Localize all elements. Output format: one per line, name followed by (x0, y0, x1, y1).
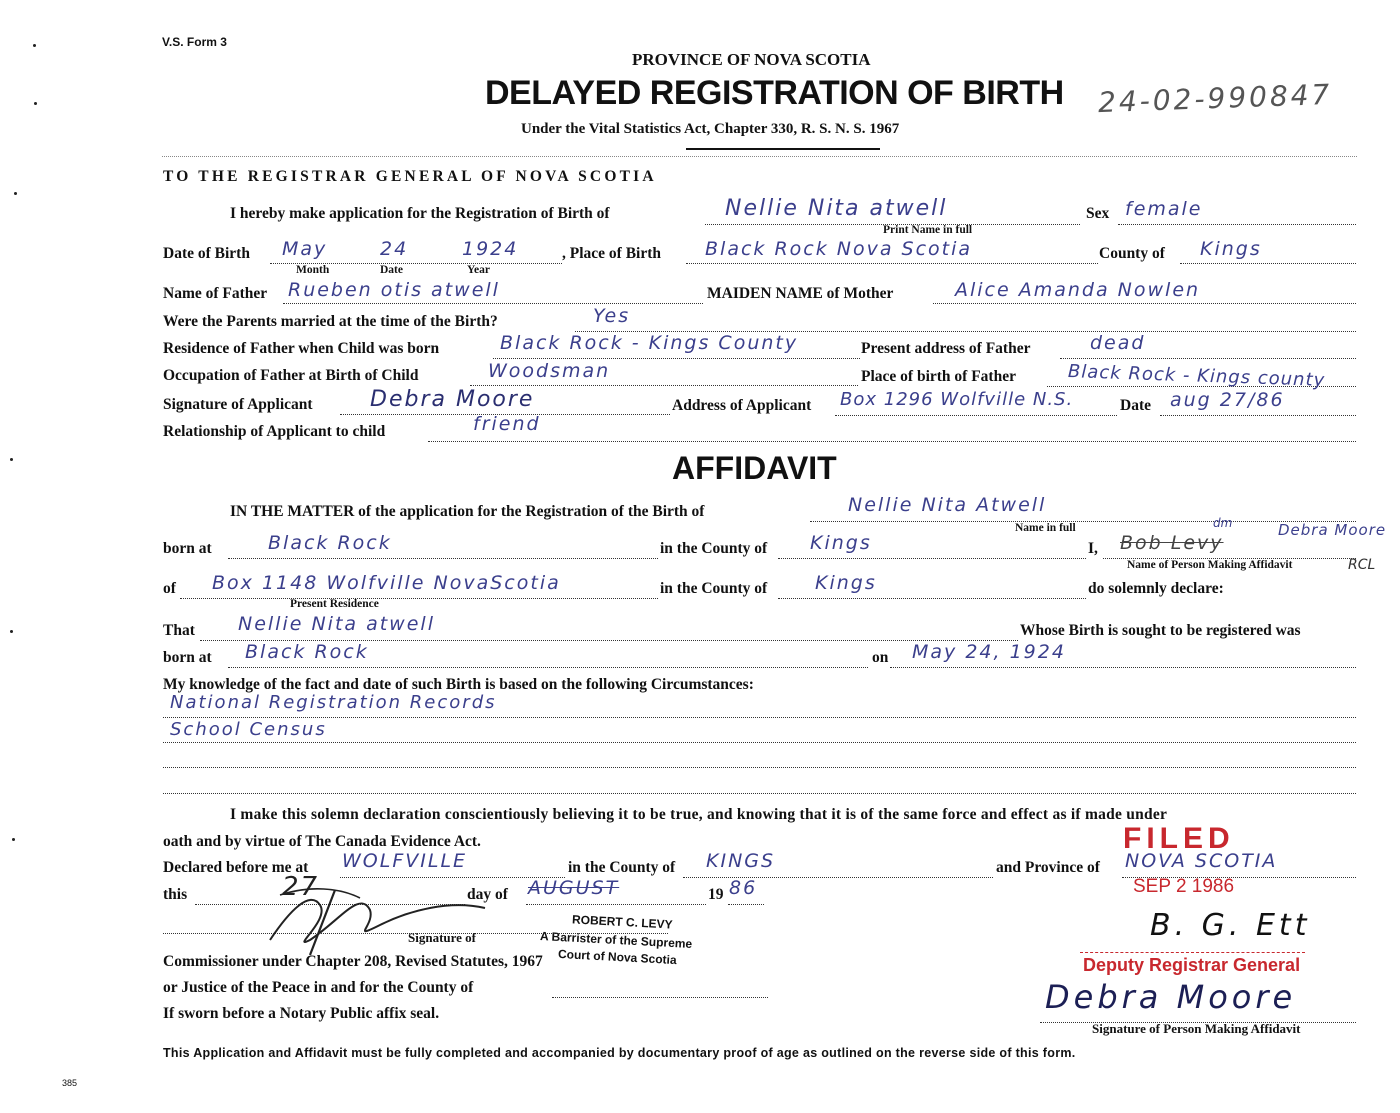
present-address-line (1060, 358, 1356, 359)
scan-mark (33, 44, 36, 47)
initials-top: dm (1213, 516, 1233, 530)
lawyer-title-stamp-1: A Barrister of the Supreme (539, 929, 693, 951)
affidavit-heading: AFFIDAVIT (672, 450, 837, 486)
residence-line-2 (180, 598, 658, 599)
sex-line (1118, 224, 1356, 225)
occupation-line (470, 385, 858, 386)
commissioner-signature (250, 870, 500, 960)
lawyer-title-stamp-2: Court of Nova Scotia (557, 946, 677, 968)
address-label: Address of Applicant (672, 397, 812, 414)
whose-birth-label: Whose Birth is sought to be registered was (1020, 622, 1301, 639)
born-at-line (228, 558, 658, 559)
father-line (283, 303, 703, 304)
justice-line (552, 997, 768, 998)
date-label: Date (1120, 397, 1151, 414)
this-label: this (163, 886, 188, 903)
application-date: aug 27/86 (1170, 389, 1285, 411)
affidavit-county: Kings (810, 532, 872, 554)
addressee: TO THE REGISTRAR GENERAL OF NOVA SCOTIA (163, 168, 657, 185)
signature-label: Signature of Applicant (163, 396, 313, 413)
of-label: of (163, 580, 176, 597)
circumstance-line-1 (163, 717, 1356, 718)
on-date: May 24, 1924 (912, 641, 1066, 663)
applicant-signature: Debra Moore (370, 387, 535, 412)
year-caption: Year (467, 264, 490, 276)
applicant-address: Box 1296 Wolfville N.S. (840, 389, 1074, 410)
declared-label: Declared before me at (163, 859, 309, 876)
month-line (526, 904, 706, 905)
page-code: 385 (62, 1078, 78, 1088)
county-line (1180, 263, 1356, 264)
scan-mark (10, 630, 13, 633)
in-county-line (778, 558, 1086, 559)
scan-mark (10, 458, 13, 461)
present-address-value: dead (1090, 332, 1146, 354)
struck-name: Bob Levy (1120, 532, 1224, 554)
month-caption: Month (296, 264, 330, 276)
year-line (728, 904, 764, 905)
day-number: 27 (282, 872, 320, 902)
dob-label: Date of Birth (163, 245, 250, 262)
residence-label: Residence of Father when Child was born (163, 340, 440, 357)
justice-label: or Justice of the Peace in and for the County of (163, 979, 474, 996)
father-pob-label: Place of birth of Father (861, 368, 1016, 385)
circumstance-line-2 (163, 742, 1356, 743)
married-label: Were the Parents married at the time of the Birth? (163, 313, 498, 330)
subject-name: Nellie Nita atwell (238, 613, 435, 635)
dob-year: 1924 (462, 238, 519, 260)
name-in-full-caption: Name in full (1015, 522, 1076, 534)
child-name: Nellie Nita atwell (725, 196, 948, 221)
circumstance-1: National Registration Records (170, 692, 497, 713)
filed-stamp: FILED (1123, 822, 1235, 855)
circumstance-line-4 (163, 793, 1356, 794)
day-label: day of (467, 886, 508, 903)
county-label-3: in the County of (568, 859, 676, 876)
occupation-value: Woodsman (488, 360, 611, 382)
declared-province: NOVA SCOTIA (1125, 850, 1278, 872)
born-at-label: born at (163, 540, 212, 557)
dob-day: 24 (380, 238, 409, 260)
circumstance-line-3 (163, 767, 1356, 768)
declared-county: KINGS (706, 850, 776, 872)
deponent-caption: Name of Person Making Affidavit (1127, 559, 1293, 571)
footer-note: This Application and Affidavit must be fully completed and accompanied by documentary proof of age as outlined on the reverse side of this form. (163, 1046, 1076, 1060)
registrar-stamp-line (1080, 952, 1305, 953)
scan-mark (14, 192, 17, 195)
date-caption: Date (380, 264, 403, 276)
pob-label: , Place of Birth (562, 245, 662, 262)
deponent-sig-caption: Signature of Person Making Affidavit (1092, 1021, 1301, 1036)
on-label: on (872, 649, 889, 666)
on-line (890, 667, 1356, 668)
circumstance-2: School Census (170, 719, 327, 740)
page-title: DELAYED REGISTRATION OF BIRTH (485, 74, 1064, 112)
registrar-title-stamp: Deputy Registrar General (1083, 955, 1301, 975)
occupation-label: Occupation of Father at Birth of Child (163, 367, 419, 384)
deponent-signature: Debra Moore (1045, 978, 1297, 1016)
father-label: Name of Father (163, 285, 268, 302)
lawyer-name-stamp: ROBERT C. LEVY (571, 912, 673, 932)
commissioner-label: Commissioner under Chapter 208, Revised Statutes, 1967 (163, 953, 543, 970)
county-line-2 (778, 598, 1086, 599)
initials-side: RCL (1348, 557, 1376, 573)
header-dots (162, 156, 1357, 157)
print-name-caption: Print Name in full (883, 224, 973, 236)
act-subtitle: Under the Vital Statistics Act, Chapter 330, R. S. N. S. 1967 (521, 121, 900, 137)
year-suffix: 86 (729, 877, 758, 899)
province-label: and Province of (996, 859, 1100, 876)
dob-month: May (282, 238, 328, 260)
in-county-label: in the County of (660, 540, 768, 557)
i-label: I, (1088, 540, 1098, 557)
that-label: That (163, 622, 195, 639)
scan-mark (34, 102, 37, 105)
mother-label: MAIDEN NAME of Mother (707, 285, 894, 302)
county-label: County of (1099, 245, 1165, 262)
title-rule (686, 148, 880, 150)
declare-label: do solemnly declare: (1088, 580, 1224, 597)
relationship-value: friend (473, 413, 541, 435)
registration-number: 24-02-990847 (1097, 77, 1333, 120)
relationship-line (428, 441, 1356, 442)
declared-place: WOLFVILLE (342, 850, 468, 872)
declaration-line-2: oath and by virtue of The Canada Evidence Act. (163, 833, 481, 850)
pob-line (686, 263, 1098, 264)
notary-label: If sworn before a Notary Public affix seal. (163, 1005, 440, 1022)
born-at-label-2: born at (163, 649, 212, 666)
filed-date-stamp: SEP 2 1986 (1133, 876, 1235, 897)
residence-line (493, 358, 860, 359)
affidavit-name-line (810, 521, 1356, 522)
born-at-value-2: Black Rock (245, 641, 369, 663)
father-pob-value: Black Rock - Kings county (1067, 361, 1326, 391)
mother-line (933, 303, 1356, 304)
pob-value: Black Rock Nova Scotia (705, 238, 973, 260)
province-heading: PROVINCE OF NOVA SCOTIA (632, 50, 871, 69)
month-value: AUGUST (528, 877, 620, 899)
deponent-name: Debra Moore (1278, 521, 1387, 539)
sig-label: Signature of (408, 930, 477, 945)
in-county-label-2: in the County of (660, 580, 768, 597)
born-at-value: Black Rock (268, 532, 392, 554)
declaration-line-1: I make this solemn declaration conscientiously believing it to be true, and knowing that it is of the same force and effect as if made under (230, 806, 1168, 823)
county-value: Kings (1200, 238, 1262, 260)
sex-value: female (1125, 198, 1203, 220)
affidavit-intro: IN THE MATTER of the application for the Registration of the Birth of (230, 503, 705, 520)
present-residence-caption: Present Residence (290, 598, 379, 610)
address-line (835, 415, 1117, 416)
affidavit-name: Nellie Nita Atwell (848, 494, 1047, 516)
present-address-label: Present address of Father (861, 340, 1031, 357)
married-value: Yes (593, 305, 631, 327)
scan-mark (12, 838, 15, 841)
knowledge-label: My knowledge of the fact and date of such Birth is based on the following Circumstances: (163, 676, 754, 693)
affidavit-residence: Box 1148 Wolfville NovaScotia (212, 572, 561, 594)
mother-value: Alice Amanda Nowlen (955, 279, 1201, 301)
born-at-line-2 (228, 667, 868, 668)
father-value: Rueben otis atwell (288, 279, 500, 301)
year-prefix: 19 (708, 886, 724, 903)
date-line (1160, 415, 1356, 416)
sex-label: Sex (1086, 205, 1110, 222)
affidavit-county-2: Kings (815, 572, 877, 594)
relationship-label: Relationship of Applicant to child (163, 423, 386, 440)
form-id: V.S. Form 3 (162, 35, 227, 49)
residence-value: Black Rock - Kings County (500, 332, 799, 354)
application-intro: I hereby make application for the Registration of Birth of (230, 205, 610, 222)
registrar-initials: B. G. Ett (1150, 908, 1311, 943)
